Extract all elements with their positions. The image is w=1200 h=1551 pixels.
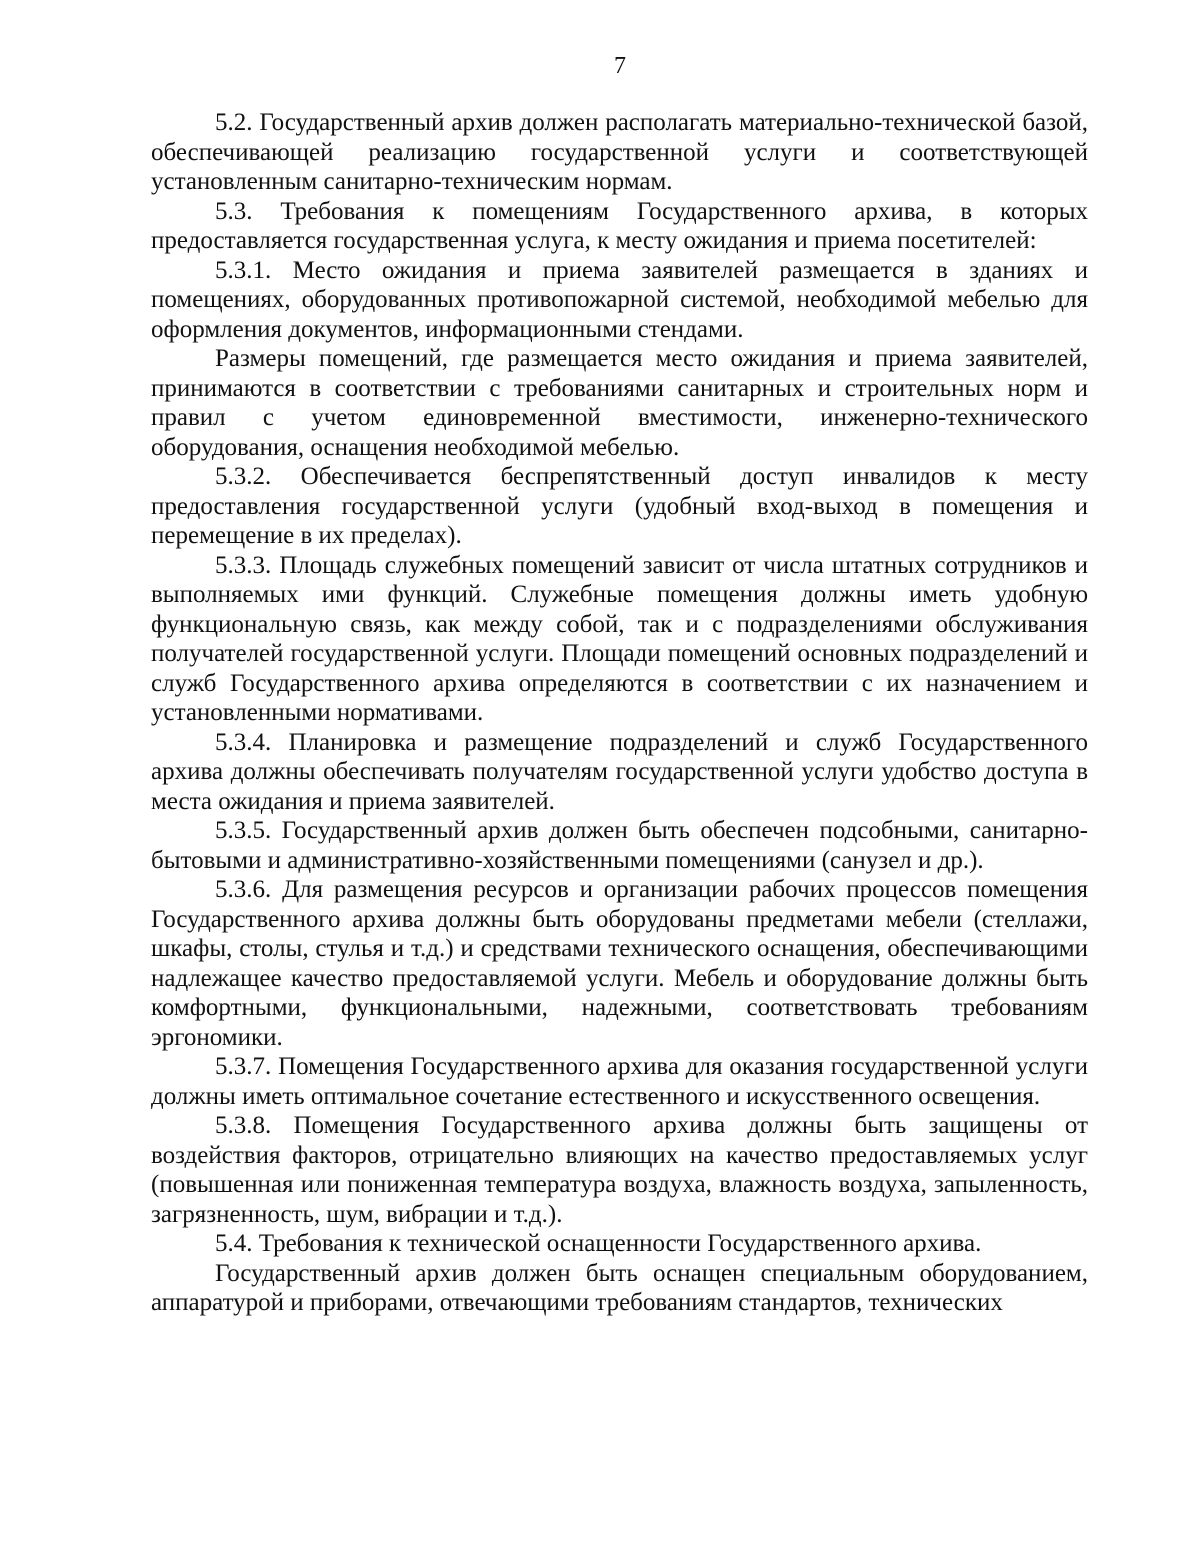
paragraph-5-3: 5.3. Требования к помещениям Государственного архива, в которых предоставляется государственная услуга, к месту ожидания и приема посетителей: — [151, 197, 1088, 254]
paragraph-5-3-2: 5.3.2. Обеспечивается беспрепятственный доступ инвалидов к месту предоставления государственной услуги (удобный вход-выход в помещения и перемещение в их пределах). — [151, 463, 1088, 549]
paragraph-5-3-5: 5.3.5. Государственный архив должен быть обеспечен подсобными, санитарно-бытовыми и административно-хозяйственными помещениями (санузел и др.). — [151, 817, 1088, 874]
paragraph-5-3-6: 5.3.6. Для размещения ресурсов и организации рабочих процессов помещения Государственного архива должны быть оборудованы предметами мебели (стеллажи, шкафы, столы, стулья и т.д.) и средствами технического оснащения, обеспечивающими надлежащее качество предоставляемой услуги. Мебель и оборудование должны быть комфортными, функциональными, надежными, соответствовать требованиям эргономики. — [151, 876, 1088, 1051]
paragraph-5-3-1: 5.3.1. Место ожидания и приема заявителей размещается в зданиях и помещениях, оборудованных противопожарной системой, необходимой мебелью для оформления документов, информационными стендами. — [151, 256, 1088, 343]
paragraph-5-3-3: 5.3.3. Площадь служебных помещений зависит от числа штатных сотрудников и выполняемых ими функций. Служебные помещения должны иметь удобную функциональную связь, как между собой, так и с подразделениями обслуживания получателей государственной услуги. Площади помещений основных подразделений и служб Государственного архива определяются в соответствии с их назначением и установленными нормативами. — [151, 551, 1088, 726]
paragraph-5-3-4: 5.3.4. Планировка и размещение подразделений и служб Государственного архива должны обеспечивать получателям государственной услуги удобство доступа в места ожидания и приема заявителей. — [151, 728, 1088, 815]
page-number: 7 — [614, 53, 626, 79]
paragraph-5-3-7: 5.3.7. Помещения Государственного архива для оказания государственной услуги должны иметь оптимальное сочетание естественного и искусственного освещения. — [151, 1053, 1088, 1110]
paragraph-equipment: Государственный архив должен быть оснащен специальным оборудованием, аппаратурой и приборами, отвечающими требованиям стандартов, технических — [151, 1259, 1088, 1316]
document-body — [151, 108, 1088, 1318]
paragraph-5-4: 5.4. Требования к технической оснащенности Государственного архива. — [215, 1230, 982, 1257]
paragraph-5-3-8: 5.3.8. Помещения Государственного архива должны быть защищены от воздействия факторов, отрицательно влияющих на качество предоставляемых услуг (повышенная или пониженная температура воздуха, влажность воздуха, запыленность, загрязненность, шум, вибрации и т.д.). — [151, 1112, 1088, 1228]
paragraph-room-sizes: Размеры помещений, где размещается место ожидания и приема заявителей, принимаются в соответствии с требованиями санитарных и строительных норм и правил с учетом единовременной вместимости, инженерно-технического оборудования, оснащения необходимой мебелью. — [151, 345, 1088, 461]
paragraph-5-2: 5.2. Государственный архив должен располагать материально-технической базой, обеспечивающей реализацию государственной услуги и соответствующей установленным санитарно-техническим нормам. — [151, 109, 1088, 195]
